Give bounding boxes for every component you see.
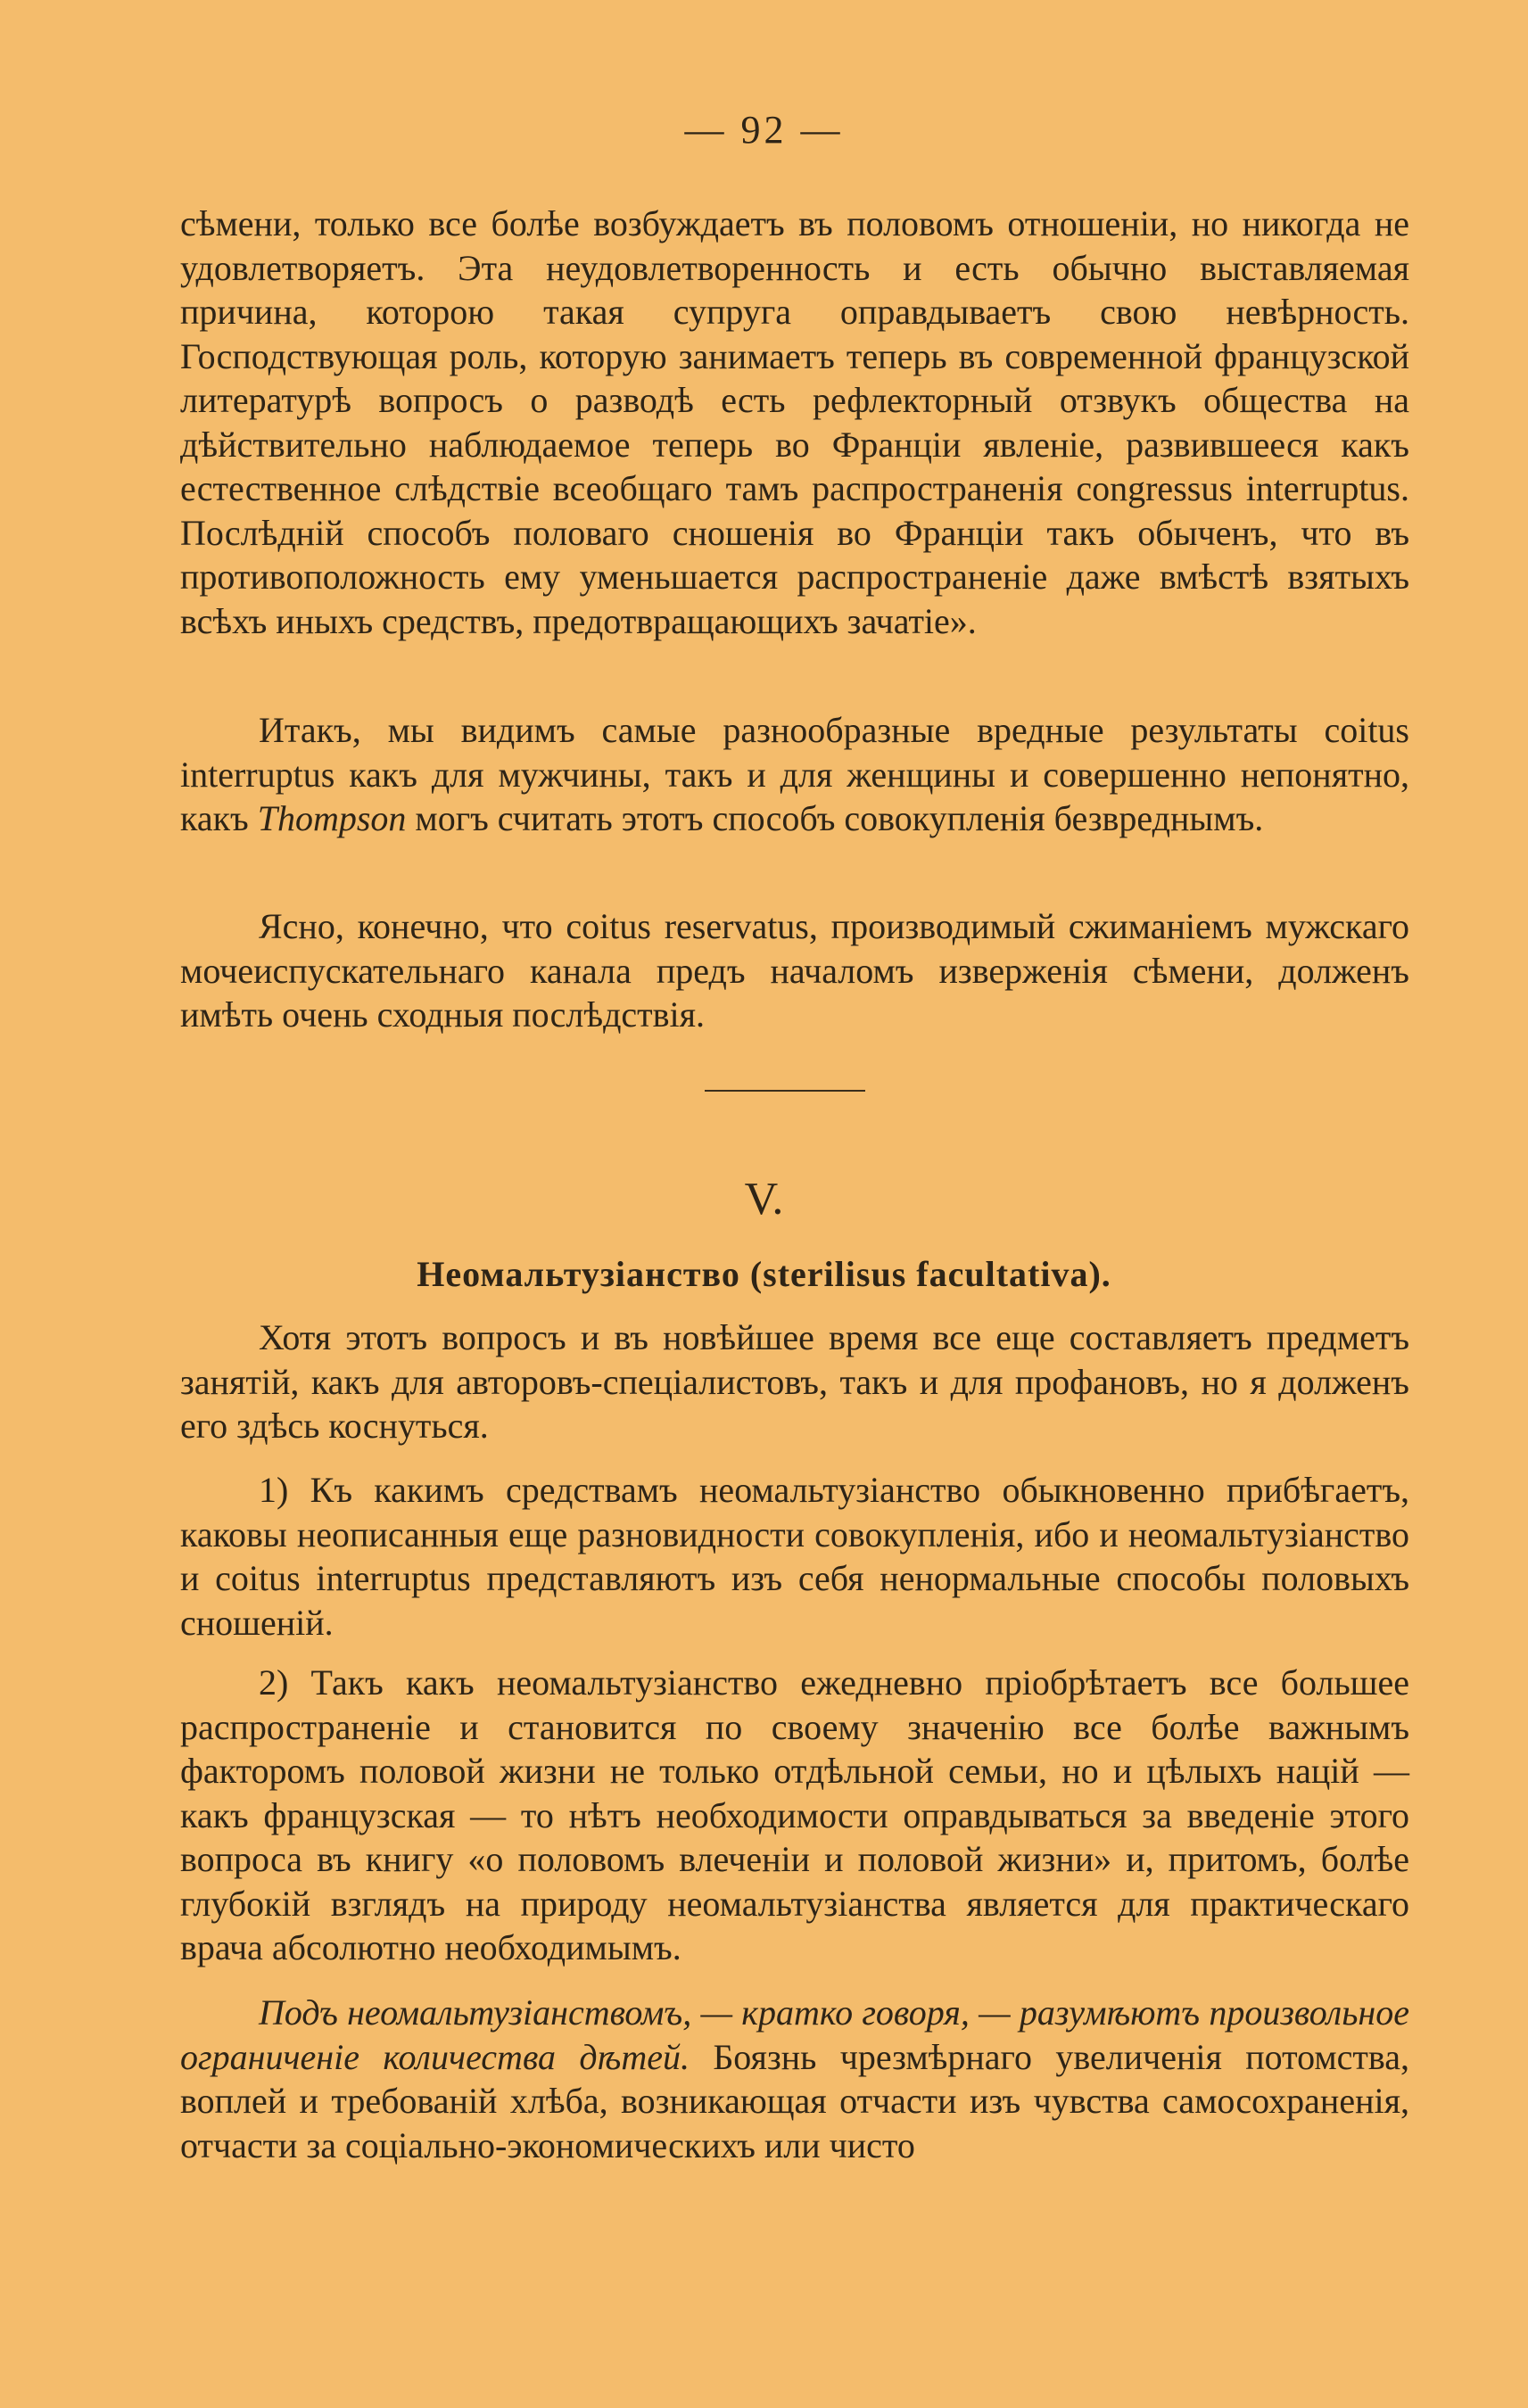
paragraph-thompson xyxy=(180,708,1409,841)
definition-italic: Подъ неомальтузіанствомъ, — кратко говоря, — разумѣютъ произвольное ограниченіе количества дѣтей. xyxy=(180,1992,1409,2077)
paragraph-text: Итакъ, мы видимъ самые разнообразные вредные результаты coitus interruptus какъ для мужчины, такъ и для женщины и совершенно непонятно, какъ xyxy=(180,710,1409,838)
section-title: Неомальтузіанство (sterilisus facultativa). xyxy=(417,1254,1111,1294)
section-divider xyxy=(705,1090,865,1092)
paragraph-continuation: сѣмени, только все болѣе возбуждаетъ въ половомъ отношеніи, но никогда не удовлетворяетъ. Эта неудовлетворенность и есть обычно выставляемая причина, которою такая супруга оправдываетъ свою невѣрность. Господствующая роль, которую занимаетъ теперь въ современной французской литературѣ вопросъ о разводѣ есть рефлекторный отзвукъ общества на дѣйствительно наблюдаемое теперь во Франціи явленіе, развившееся какъ естественное слѣдствіе всеобщаго тамъ распространенія congressus interruptus. Послѣдній способъ половаго сношенія во Франціи такъ обыченъ, что въ противоположность ему уменьшается распространеніе даже вмѣстѣ взятыхъ всѣхъ иныхъ средствъ, предотвращающихъ зачатіе». xyxy=(180,203,1409,641)
paragraph-coitus-reservatus: Ясно, конечно, что coitus reservatus, производимый сжиманіемъ мужскаго мочеиспускательнаго канала предъ началомъ изверженія сѣмени, долженъ имѣть очень сходныя послѣдствія. xyxy=(180,906,1409,1035)
page-number: — 92 — xyxy=(684,108,844,152)
paragraph-text: Боязнь чрезмѣрнаго увеличенія потомства, воплей и требованій хлѣба, возникающая отчасти изъ чувства самосохраненія, отчасти за соціально-экономическихъ или чисто xyxy=(180,2036,1409,2165)
paragraph-point-2: 2) Такъ какъ неомальтузіанство ежедневно пріобрѣтаетъ все большее распространеніе и становится по своему значенію все болѣе важнымъ факторомъ половой жизни не только отдѣльной семьи, но и цѣлыхъ націй — какъ французская — то нѣтъ необходимости оправдываться за введеніе этого вопроса въ книгу «о половомъ влеченіи и половой жизни» и, притомъ, болѣе глубокій взглядъ на природу неомальтузіанства является для практическаго врача абсолютно необходимымъ. xyxy=(180,1662,1409,1967)
section-number: V. xyxy=(744,1174,784,1225)
author-name: Thompson xyxy=(257,798,407,838)
paragraph-definition xyxy=(180,1991,1409,2167)
paragraph-intro: Хотя этотъ вопросъ и въ новѣйшее время все еще составляетъ предметъ занятій, какъ для авторовъ-спеціалистовъ, такъ и для профановъ, но я долженъ его здѣсь коснуться. xyxy=(180,1317,1409,1446)
paragraph-point-1: 1) Къ какимъ средствамъ неомальтузіанство обыкновенно прибѣгаетъ, каковы неописанныя еще разновидности совокупленія, ибо и неомальтузіанство и coitus interruptus представляютъ изъ себя ненормальные способы половыхъ сношеній. xyxy=(180,1470,1409,1643)
paragraph-text: могъ считать этотъ способъ совокупленія безвреднымъ. xyxy=(406,798,1264,838)
